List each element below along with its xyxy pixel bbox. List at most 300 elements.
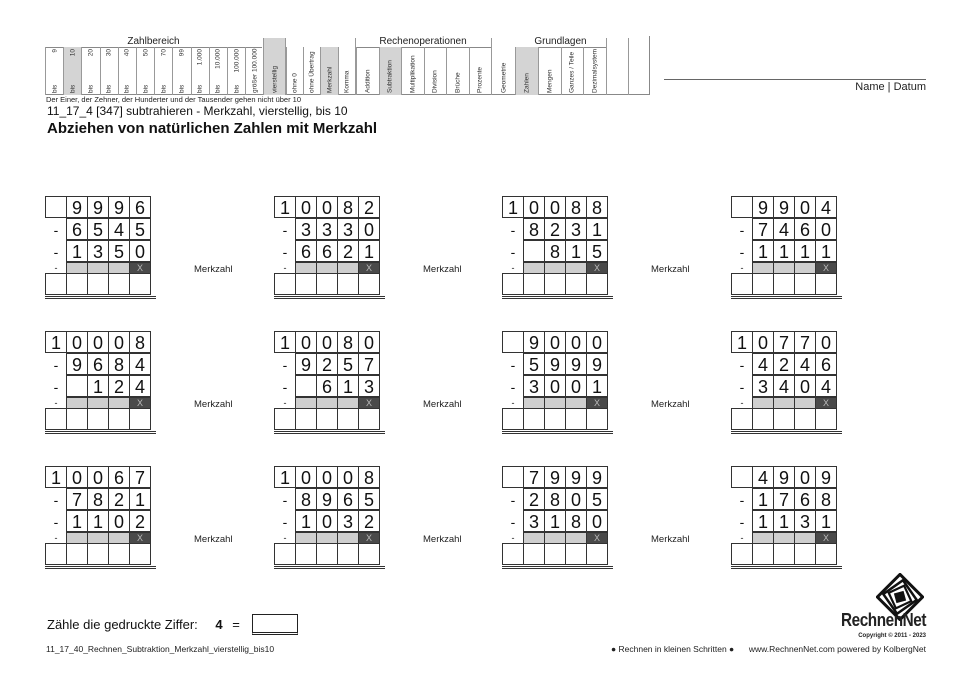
digit-cell: 6: [316, 375, 338, 397]
minuend-row: [274, 197, 386, 219]
answer-cell[interactable]: [752, 408, 774, 430]
subtraction-problem: [274, 197, 386, 299]
name-date-line: [664, 79, 926, 80]
digit-cell: 9: [544, 466, 566, 488]
minus-sign: -: [283, 398, 287, 408]
digit-cell: 7: [752, 218, 774, 240]
digit-cell: 9: [66, 353, 88, 375]
carry-blocked-cell: X: [586, 397, 608, 409]
digit-cell: 0: [544, 331, 566, 353]
minus-sign: -: [739, 514, 745, 530]
subtrahend-row: [731, 511, 843, 533]
subtraction-problem: [731, 332, 843, 434]
answer-cell[interactable]: [731, 543, 753, 565]
answer-cell[interactable]: [502, 408, 524, 430]
minus-sign: -: [739, 222, 745, 238]
digit-cell: 3: [87, 240, 109, 262]
digit-cell: 9: [565, 466, 587, 488]
range-value: 10.000: [214, 49, 222, 69]
category-label: ohne Übertrag: [308, 51, 316, 93]
digit-cell: 9: [87, 196, 109, 218]
digit-cell: 3: [358, 375, 380, 397]
digit-cell: 1: [773, 510, 795, 532]
minus-sign: -: [510, 492, 516, 508]
answer-cell[interactable]: [66, 408, 88, 430]
carry-blocked-cell: X: [358, 532, 380, 544]
range-value: 70: [160, 49, 168, 57]
minus-sign: -: [53, 222, 59, 238]
operation-multiplikation: [401, 47, 424, 95]
digit-cell: 4: [773, 375, 795, 397]
digit-cell: 1: [502, 196, 524, 218]
subtrahend-row: [45, 354, 157, 376]
digit-cell: 1: [731, 331, 753, 353]
digit-cell: 6: [337, 488, 359, 510]
basics-ganzes-teile: [561, 47, 584, 95]
answer-row: [502, 274, 613, 299]
zahlbereich-col-3: [100, 47, 118, 95]
category-label: Division: [431, 70, 439, 93]
digit-cell: 3: [337, 510, 359, 532]
category-label: Subtraktion: [386, 60, 394, 93]
subtrahend-row: [731, 354, 843, 376]
digit-cell: 2: [544, 218, 566, 240]
range-value: 40: [123, 49, 131, 57]
answer-cell[interactable]: [752, 273, 774, 295]
minus-sign: -: [510, 379, 516, 395]
answer-cell[interactable]: [773, 408, 795, 430]
subtrahend-row: [502, 376, 614, 398]
minus-sign: -: [510, 514, 516, 530]
digit-cell: 5: [108, 240, 130, 262]
count-answer-box[interactable]: [252, 614, 298, 635]
carry-blocked-cell: X: [129, 262, 151, 274]
digit-cell: 9: [544, 353, 566, 375]
answer-cell[interactable]: [66, 543, 88, 565]
range-prefix: bis: [123, 84, 131, 93]
answer-cell[interactable]: [565, 408, 587, 430]
minus-sign: -: [53, 379, 59, 395]
digit-cell: 9: [586, 353, 608, 375]
subtrahend-row: [731, 489, 843, 511]
digit-cell: 9: [752, 196, 774, 218]
digit-cell: 0: [358, 218, 380, 240]
subtrahend-row: [502, 354, 614, 376]
answer-cell[interactable]: [794, 543, 816, 565]
category-label: Komma: [343, 70, 351, 93]
digit-cell: 6: [129, 196, 151, 218]
digit-cell: 1: [565, 240, 587, 262]
digit-cell: 1: [794, 240, 816, 262]
digit-cell: 0: [358, 331, 380, 353]
carry-blocked-cell: X: [129, 532, 151, 544]
category-label: Dezimalsystem: [591, 48, 599, 93]
answer-cell[interactable]: [794, 408, 816, 430]
answer-row: [731, 274, 842, 299]
basics-dezimalsystem: [583, 47, 606, 95]
digit-cell: 7: [523, 466, 545, 488]
answer-cell[interactable]: [544, 273, 566, 295]
brand-name: RechnenNet: [840, 610, 926, 630]
range-value: 1.000: [196, 49, 204, 66]
range-value: 50: [142, 49, 150, 57]
minus-sign: -: [54, 398, 58, 408]
answer-cell[interactable]: [129, 543, 151, 565]
answer-cell[interactable]: [815, 408, 837, 430]
answer-cell[interactable]: [731, 408, 753, 430]
group-title-zahlbereich: Zahlbereich: [45, 36, 262, 48]
minuend-row: [502, 467, 614, 489]
minuend-row: [274, 467, 386, 489]
minus-sign: -: [511, 533, 515, 543]
digit-cell: 0: [565, 331, 587, 353]
digit-cell: 0: [815, 331, 837, 353]
digit-cell: 1: [752, 488, 774, 510]
digit-cell: 4: [752, 353, 774, 375]
digit-cell: 8: [108, 353, 130, 375]
minus-sign: -: [54, 263, 58, 273]
category-label: Prozente: [476, 66, 484, 93]
answer-cell[interactable]: [523, 408, 545, 430]
empty-col: [628, 38, 649, 95]
digit-cell: 0: [565, 375, 587, 397]
minus-sign: -: [510, 244, 516, 260]
website-credit: www.RechnenNet.com powered by KolbergNet: [748, 644, 926, 654]
subtraction-problem: [45, 467, 157, 569]
digit-cell: [502, 466, 524, 488]
merkzahl-label: Merkzahl: [194, 264, 233, 275]
zahlbereich-col-7: [172, 47, 190, 95]
minus-sign: -: [510, 222, 516, 238]
answer-cell[interactable]: [815, 543, 837, 565]
digit-cell: [523, 240, 545, 262]
digit-cell: [45, 196, 67, 218]
answer-cell[interactable]: [295, 273, 317, 295]
answer-cell[interactable]: [87, 408, 109, 430]
subtrahend-row: [502, 241, 614, 263]
digit-cell: 8: [586, 196, 608, 218]
answer-cell[interactable]: [45, 543, 67, 565]
digit-cell: 9: [586, 466, 608, 488]
category-label: Brüche: [454, 72, 462, 93]
operation-prozente: [469, 47, 492, 95]
digit-cell: 6: [66, 218, 88, 240]
digit-cell: 7: [794, 331, 816, 353]
slogan: ● Rechnen in kleinen Schritten ●: [611, 644, 735, 654]
answer-cell[interactable]: [523, 273, 545, 295]
answer-cell[interactable]: [731, 273, 753, 295]
range-value: 9: [51, 49, 59, 53]
digit-cell: 4: [815, 196, 837, 218]
subtrahend-row: [45, 376, 157, 398]
digit-cell: 3: [523, 510, 545, 532]
count-label: Zähle die gedruckte Ziffer:: [47, 617, 198, 632]
digit-cell: 4: [108, 218, 130, 240]
digit-cell: 0: [295, 331, 317, 353]
category-label: Addition: [364, 69, 372, 93]
minus-sign: -: [739, 379, 745, 395]
digit-cell: 1: [274, 331, 296, 353]
carry-blocked-cell: X: [586, 262, 608, 274]
digit-cell: 0: [586, 510, 608, 532]
exercise-note: Der Einer, der Zehner, der Hunderter und der Tausender gehen nicht über 10: [46, 95, 302, 104]
minus-sign: -: [282, 244, 288, 260]
digit-cell: 1: [87, 375, 109, 397]
answer-cell[interactable]: [295, 543, 317, 565]
merkzahl-label: Merkzahl: [194, 399, 233, 410]
digit-cell: [66, 375, 88, 397]
answer-row: [45, 544, 156, 569]
digit-cell: 8: [295, 488, 317, 510]
option-ohne-uebertrag: [303, 47, 320, 95]
digit-cell: 0: [316, 331, 338, 353]
digit-cell: 7: [773, 488, 795, 510]
digit-cell: 2: [129, 510, 151, 532]
digit-cell: 0: [815, 218, 837, 240]
merkzahl-label: Merkzahl: [423, 399, 462, 410]
subtrahend-row: [45, 219, 157, 241]
answer-cell[interactable]: [773, 543, 795, 565]
page-title: Abziehen von natürlichen Zahlen mit Merkzahl: [47, 120, 378, 137]
range-prefix: bis: [51, 84, 59, 93]
minus-sign: -: [53, 357, 59, 373]
subtraction-problem: [731, 197, 843, 299]
category-label: Merkzahl: [326, 66, 333, 93]
answer-cell[interactable]: [45, 408, 67, 430]
answer-cell[interactable]: [586, 543, 608, 565]
answer-row: [45, 274, 156, 299]
answer-cell[interactable]: [316, 543, 338, 565]
answer-cell[interactable]: [108, 273, 130, 295]
merkzahl-label: Merkzahl: [651, 534, 690, 545]
answer-cell[interactable]: [274, 408, 296, 430]
zahlbereich-col-8: [191, 47, 209, 95]
merkzahl-label: Merkzahl: [194, 534, 233, 545]
answer-cell[interactable]: [358, 543, 380, 565]
digit-cell: 1: [586, 375, 608, 397]
digit-cell: 1: [752, 510, 774, 532]
answer-cell[interactable]: [108, 408, 130, 430]
answer-cell[interactable]: [358, 408, 380, 430]
answer-cell[interactable]: [108, 543, 130, 565]
category-label: Geometrie: [500, 62, 507, 93]
digit-cell: 5: [586, 240, 608, 262]
category-label: Mengen: [546, 69, 554, 93]
carry-blocked-cell: X: [358, 262, 380, 274]
operation-division: [424, 47, 447, 95]
answer-cell[interactable]: [502, 273, 524, 295]
zahlbereich-col-5: [136, 47, 154, 95]
digit-cell: 8: [129, 331, 151, 353]
digit-cell: 5: [129, 218, 151, 240]
digit-cell: 9: [565, 353, 587, 375]
minus-sign: -: [510, 357, 516, 373]
minus-sign: -: [739, 492, 745, 508]
zahlbereich-col-10: [227, 47, 245, 95]
digit-cell: 0: [316, 196, 338, 218]
digit-cell: 0: [794, 375, 816, 397]
answer-cell[interactable]: [815, 273, 837, 295]
minuend-row: [731, 197, 843, 219]
digit-cell: 0: [316, 510, 338, 532]
answer-cell[interactable]: [274, 543, 296, 565]
digit-cell: 1: [773, 240, 795, 262]
digit-cell: 8: [815, 488, 837, 510]
digit-cell: 4: [129, 375, 151, 397]
zahlbereich-col-6: [154, 47, 172, 95]
digit-cell: 0: [295, 196, 317, 218]
category-label: vierstellig: [271, 65, 278, 93]
answer-cell[interactable]: [337, 543, 359, 565]
answer-cell[interactable]: [87, 543, 109, 565]
answer-cell[interactable]: [316, 273, 338, 295]
digit-cell: 6: [794, 488, 816, 510]
digit-cell: 6: [316, 240, 338, 262]
minus-sign: -: [740, 533, 744, 543]
subtraction-problem: [45, 332, 157, 434]
answer-cell[interactable]: [274, 273, 296, 295]
minus-sign: -: [283, 263, 287, 273]
answer-cell[interactable]: [586, 408, 608, 430]
minus-sign: -: [511, 398, 515, 408]
answer-cell[interactable]: [586, 273, 608, 295]
answer-cell[interactable]: [565, 543, 587, 565]
minus-sign: -: [283, 533, 287, 543]
answer-cell[interactable]: [337, 408, 359, 430]
answer-cell[interactable]: [773, 273, 795, 295]
digit-cell: 8: [544, 240, 566, 262]
answer-row: [274, 409, 385, 434]
operation-subtraktion: [379, 47, 402, 95]
carry-blocked-cell: X: [358, 397, 380, 409]
answer-row: [274, 274, 385, 299]
carry-blocked-cell: X: [586, 532, 608, 544]
digit-cell: 1: [129, 488, 151, 510]
digit-cell: 6: [295, 240, 317, 262]
digit-cell: 1: [66, 510, 88, 532]
digit-cell: 3: [752, 375, 774, 397]
zahlbereich-col-11: [245, 47, 263, 95]
answer-cell[interactable]: [523, 543, 545, 565]
subtrahend-row: [274, 489, 386, 511]
operation-brueche: [446, 47, 469, 95]
digit-cell: 4: [752, 466, 774, 488]
digit-cell: 4: [773, 218, 795, 240]
answer-row: [731, 409, 842, 434]
answer-cell[interactable]: [66, 273, 88, 295]
digit-cell: 0: [316, 466, 338, 488]
minus-sign: -: [53, 244, 59, 260]
minus-sign: -: [282, 222, 288, 238]
group-title-grundlagen: Grundlagen: [515, 36, 606, 48]
digit-cell: 1: [544, 510, 566, 532]
category-label: größer 100.000: [251, 48, 258, 93]
digit-cell: 0: [295, 466, 317, 488]
answer-cell[interactable]: [129, 273, 151, 295]
answer-cell[interactable]: [45, 273, 67, 295]
digit-cell: 2: [773, 353, 795, 375]
subtraction-problem: [45, 197, 157, 299]
subtrahend-row: [274, 354, 386, 376]
answer-cell[interactable]: [316, 408, 338, 430]
equals-sign: =: [232, 617, 240, 632]
answer-cell[interactable]: [87, 273, 109, 295]
header-right-border: [649, 36, 650, 95]
subtrahend-row: [502, 511, 614, 533]
minuend-row: [45, 332, 157, 354]
count-digit: 4: [215, 617, 223, 632]
digit-cell: 5: [586, 488, 608, 510]
answer-cell[interactable]: [358, 273, 380, 295]
answer-cell[interactable]: [752, 543, 774, 565]
digit-cell: 9: [316, 488, 338, 510]
answer-cell[interactable]: [544, 543, 566, 565]
digit-cell: 7: [66, 488, 88, 510]
digit-cell: 1: [337, 375, 359, 397]
digit-cell: 3: [794, 510, 816, 532]
answer-cell[interactable]: [544, 408, 566, 430]
digit-cell: 2: [358, 510, 380, 532]
basics-mengen: [538, 47, 561, 95]
answer-cell[interactable]: [337, 273, 359, 295]
option-merkzahl: [320, 47, 338, 95]
basics-zahlen: [515, 47, 538, 95]
answer-row: [45, 409, 156, 434]
answer-cell[interactable]: [502, 543, 524, 565]
digit-cell: 5: [87, 218, 109, 240]
zahlbereich-col-0: [45, 47, 63, 95]
digit-cell: 0: [337, 466, 359, 488]
digit-cell: 5: [523, 353, 545, 375]
digit-cell: 1: [274, 466, 296, 488]
zahlbereich-col-1: [63, 47, 81, 95]
subtraction-problem: [502, 467, 614, 569]
group-title-rechenoperationen: Rechenoperationen: [355, 36, 491, 48]
range-value: 100.000: [233, 49, 241, 73]
digit-cell: 8: [565, 510, 587, 532]
subtrahend-row: [274, 511, 386, 533]
operation-addition: [356, 47, 379, 95]
range-prefix: bis: [178, 84, 186, 93]
answer-cell[interactable]: [794, 273, 816, 295]
digit-cell: 9: [523, 331, 545, 353]
digit-cell: 0: [544, 375, 566, 397]
digit-cell: [731, 466, 753, 488]
digit-cell: 1: [815, 240, 837, 262]
carry-blocked-cell: X: [815, 397, 837, 409]
minus-sign: -: [282, 379, 288, 395]
answer-cell[interactable]: [129, 408, 151, 430]
answer-cell[interactable]: [295, 408, 317, 430]
digit-cell: [502, 331, 524, 353]
digit-cell: [731, 196, 753, 218]
range-value: 20: [87, 49, 95, 57]
subtrahend-row: [45, 489, 157, 511]
digit-cell: 4: [794, 353, 816, 375]
digit-cell: 1: [815, 510, 837, 532]
minus-sign: -: [740, 263, 744, 273]
digit-cell: 8: [337, 196, 359, 218]
option-ohne-0: [286, 47, 303, 95]
range-prefix: bis: [160, 84, 168, 93]
answer-row: [274, 544, 385, 569]
answer-cell[interactable]: [565, 273, 587, 295]
subtrahend-row: [274, 241, 386, 263]
digit-cell: 4: [815, 375, 837, 397]
range-prefix: bis: [196, 84, 204, 93]
answer-row: [502, 409, 613, 434]
minuend-row: [502, 332, 614, 354]
